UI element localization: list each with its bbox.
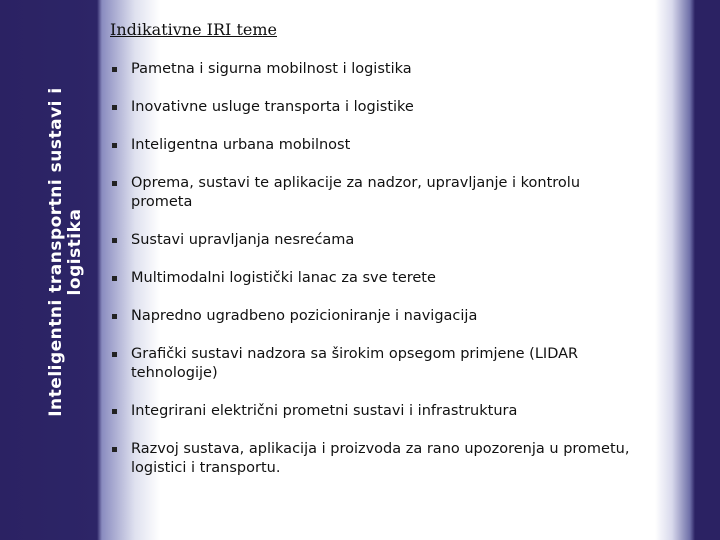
bullet-icon — [112, 314, 117, 319]
list-item — [112, 174, 642, 212]
item-text: Pametna i sigurna mobilnost i logistika — [131, 61, 412, 77]
list-item — [112, 231, 642, 250]
bullet-icon — [112, 352, 117, 357]
bullet-icon — [112, 238, 117, 243]
bullet-icon — [112, 409, 117, 414]
item-text: Inteligentna urbana mobilnost — [131, 137, 351, 153]
list-item — [112, 307, 642, 326]
item-text: Grafički sustavi nadzora sa širokim opsegom primjene (LIDAR tehnologije) — [131, 346, 579, 381]
slide-title: Indikativne IRI teme — [110, 20, 277, 39]
item-text: Integrirani električni prometni sustavi i infrastruktura — [131, 403, 518, 419]
item-text: Oprema, sustavi te aplikacije za nadzor, upravljanje i kontrolu prometa — [131, 175, 581, 210]
topic-list — [112, 60, 642, 497]
list-item — [112, 269, 642, 288]
bullet-icon — [112, 447, 117, 452]
list-item — [112, 345, 642, 383]
bullet-icon — [112, 181, 117, 186]
list-item — [112, 136, 642, 155]
list-item — [112, 98, 642, 117]
item-text: Sustavi upravljanja nesrećama — [131, 232, 355, 248]
list-item — [112, 440, 642, 478]
item-text: Inovativne usluge transporta i logistike — [131, 99, 414, 115]
list-item — [112, 60, 642, 79]
item-text: Multimodalni logistički lanac za sve terete — [131, 270, 436, 286]
bullet-icon — [112, 105, 117, 110]
bullet-icon — [112, 143, 117, 148]
side-title: Inteligentni transportni sustavi i logistika — [46, 87, 85, 417]
bullet-icon — [112, 276, 117, 281]
item-text: Napredno ugradbeno pozicioniranje i navigacija — [131, 308, 478, 324]
bullet-icon — [112, 67, 117, 72]
item-text: Razvoj sustava, aplikacija i proizvoda za rano upozorenja u prometu, logistici i transportu. — [131, 441, 630, 476]
list-item — [112, 402, 642, 421]
